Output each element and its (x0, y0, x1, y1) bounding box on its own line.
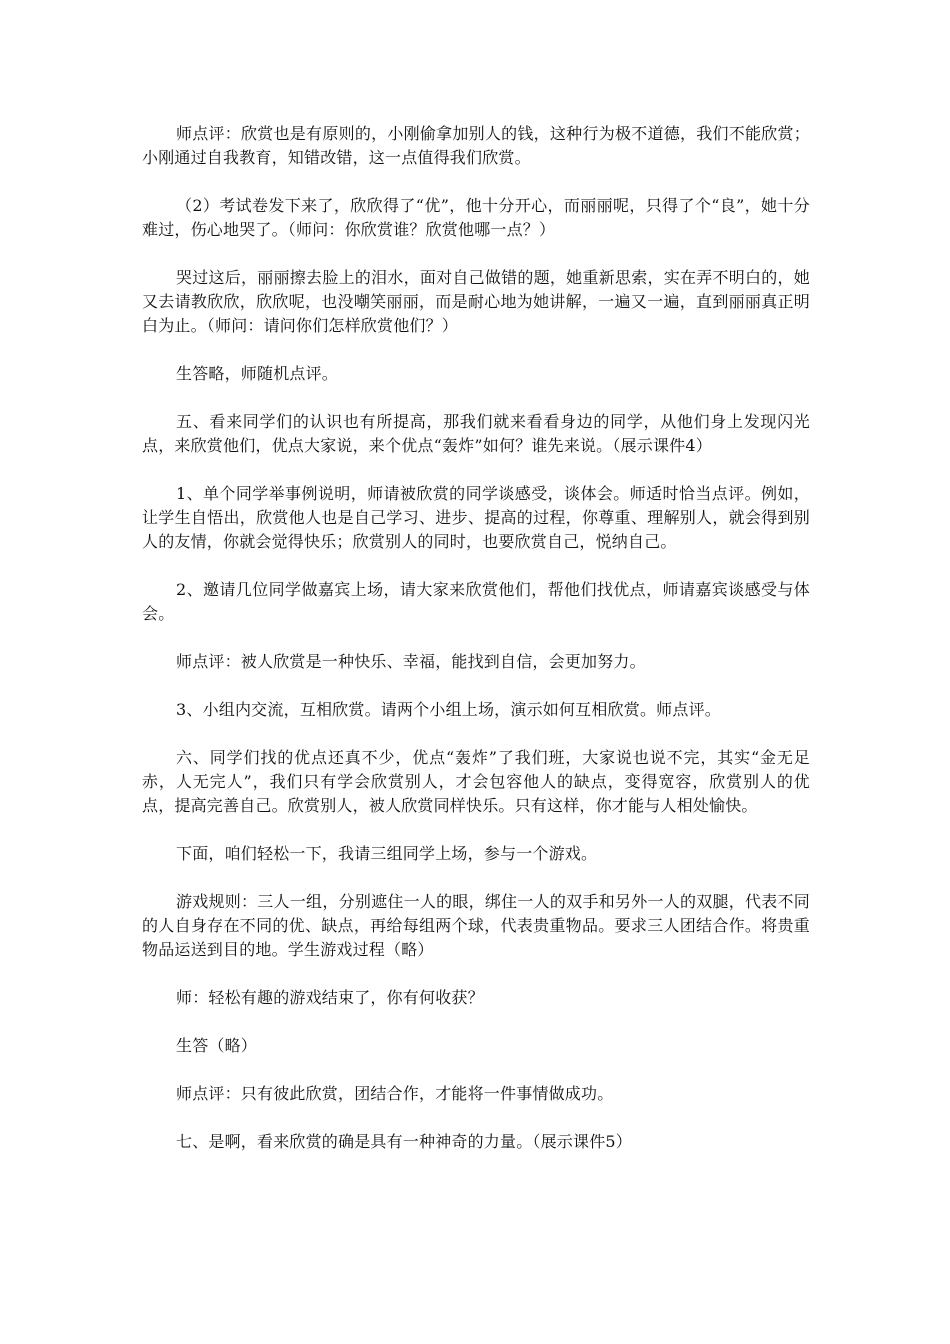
paragraph: 下面，咱们轻松一下，我请三组同学上场，参与一个游戏。 (176, 844, 598, 863)
paragraph: 师点评：只有彼此欣赏，团结合作，才能将一件事情做成功。 (176, 1084, 614, 1103)
paragraph: 3、小组内交流，互相欣赏。请两个小组上场，演示如何互相欣赏。师点评。 (176, 700, 721, 719)
paragraph: 2、邀请几位同学做嘉宾上场，请大家来欣赏他们，帮他们找优点，师请嘉宾谈感受与体会。 (142, 580, 810, 623)
paragraph: 师点评：被人欣赏是一种快乐、幸福，能找到自信，会更加努力。 (176, 652, 646, 671)
paragraph: 生答（略） (176, 1036, 258, 1055)
paragraph: 游戏规则：三人一组，分别遮住一人的眼，绑住一人的双手和另外一人的双腿，代表不同的人自身存在不同的优、缺点，再给每组两个球，代表贵重物品。要求三人团结合作。将贵重物品运送到目的地。学生游戏过程（略） (142, 892, 810, 959)
paragraph: 1、单个同学举事例说明，师请被欣赏的同学谈感受，谈体会。师适时恰当点评。例如，让学生自悟出，欣赏他人也是自己学习、进步、提高的过程，你尊重、理解别人，就会得到别人的友情，你就会觉得快乐；欣赏别人的同时，也要欣赏自己，悦纳自己。 (142, 484, 810, 551)
paragraph: 七、是啊，看来欣赏的确是具有一种神奇的力量。（展示课件5） (176, 1132, 632, 1151)
paragraph: 师点评：欣赏也是有原则的，小刚偷拿加别人的钱，这种行为极不道德，我们不能欣赏；小刚通过自我教育，知错改错，这一点值得我们欣赏。 (142, 124, 810, 167)
paragraph: 哭过这后，丽丽擦去脸上的泪水，面对自己做错的题，她重新思索，实在弄不明白的，她又去请教欣欣，欣欣呢，也没嘲笑丽丽，而是耐心地为她讲解，一遍又一遍，直到丽丽真正明白为止。（师问：请问你们怎样欣赏他们？） (142, 268, 810, 335)
paragraph: （2）考试卷发下来了，欣欣得了“优”，他十分开心，而丽丽呢，只得了个“良”，她十分难过，伤心地哭了。（师问：你欣赏谁？欣赏他哪一点？） (142, 196, 810, 239)
paragraph: 生答略，师随机点评。 (176, 364, 339, 383)
paragraph: 师：轻松有趣的游戏结束了，你有何收获？ (176, 988, 484, 1007)
document-page (142, 122, 810, 1178)
paragraph: 五、看来同学们的认识也有所提高，那我们就来看看身边的同学，从他们身上发现闪光点，来欣赏他们，优点大家说，来个优点“轰炸”如何？谁先来说。（展示课件4） (142, 412, 810, 455)
paragraph: 六、同学们找的优点还真不少，优点“轰炸”了我们班，大家说也说不完，其实“金无足赤，人无完人”，我们只有学会欣赏别人，才会包容他人的缺点，变得宽容，欣赏别人的优点，提高完善自己。欣赏别人，被人欣赏同样快乐。只有这样，你才能与人相处愉快。 (142, 748, 810, 815)
